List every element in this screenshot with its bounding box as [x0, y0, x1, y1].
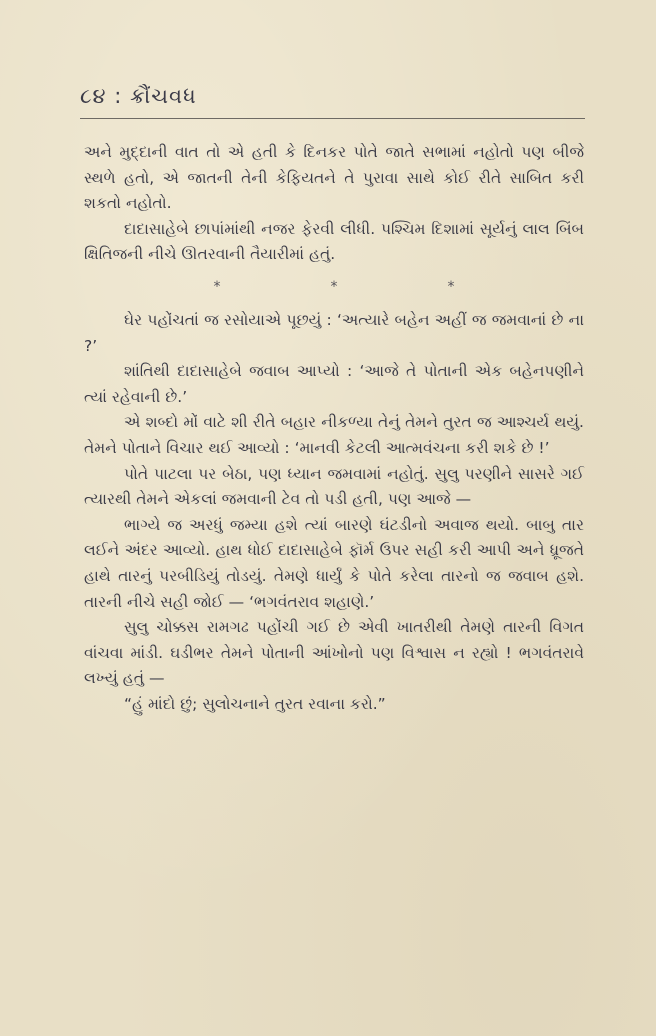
paragraph: શાંતિથી દાદાસાહેબે જવાબ આપ્યો : ‘આજે તે પોતાની એક બહેનપણીને ત્યાં રહેવાની છે.’: [84, 362, 584, 406]
chapter-title: ક્રૌંચવધ: [130, 84, 197, 108]
paragraph: અને મુદ્દાની વાત તો એ હતી કે દિનકર પોતે જાતે સભામાં નહોતો પણ બીજે સ્થળે હતો, એ જાતની તેની કેફિયતને તે પુરાવા સાથે કોઈ રીતે સાબિત કરી શકતો નહોતો.: [84, 143, 584, 213]
paragraph: એ શબ્દો મોં વાટે શી રીતે બહાર નીકળ્યા તેનું તેમને તુરત જ આશ્ચર્ય થયું. તેમને પોતાને વિચાર થઈ આવ્યો : ‘માનવી કેટલી આત્મવંચના કરી શકે છે !’: [84, 413, 584, 457]
paragraph: સુલુ ચોક્કસ રામગઢ પહોંચી ગઈ છે એવી ખાતરીથી તેમણે તારની વિગત વાંચવા માંડી. ઘડીભર તેમને પોતાની આંખોનો પણ વિશ્વાસ ન રહ્યો ! ભગવંતરાવે લખ્યું હતું —: [84, 618, 584, 688]
page-number: ૮૪: [80, 84, 107, 108]
separator-asterisk: *: [330, 279, 338, 296]
section-separator: [84, 268, 584, 308]
header-separator: :: [114, 84, 123, 108]
separator-asterisk: *: [213, 279, 221, 296]
separator-asterisk: *: [447, 279, 455, 296]
paragraph: દાદાસાહેબે છાપાંમાંથી નજર ફેરવી લીધી. પશ્ચિમ દિશામાં સૂર્યનું લાલ બિંબ ક્ષિતિજની નીચે ઊતરવાની તૈયારીમાં હતું.: [84, 219, 584, 264]
paragraph: પોતે પાટલા પર બેઠા, પણ ધ્યાન જમવામાં નહોતું. સુલુ પરણીને સાસરે ગઈ ત્યારથી તેમને એકલાં જમવાની ટેવ તો પડી હતી, પણ આજે —: [84, 464, 584, 509]
telegram-quote: “હું માંદો છું; સુલોચનાને તુરત રવાના કરો.”: [124, 694, 386, 713]
running-header: [80, 84, 197, 109]
paragraph: ભાગ્યે જ અરધું જમ્યા હશે ત્યાં બારણે ઘંટડીનો અવાજ થયો. બાબુ તાર લઈને અંદર આવ્યો. હાથ ધોઈ દાદાસાહેબે ફૉર્મ ઉપર સહી કરી આપી અને ધ્રૂજતે હાથે તારનું પરબીડિયું તોડયું. તેમણે ધાર્યું કે પોતે કરેલા તારનો જ જવાબ હશે. તારની નીચે સહી જોઈ — ‘ભગવંતરાવ શહાણે.’: [84, 515, 584, 611]
header-rule: [80, 118, 585, 119]
paragraph: ઘેર પહોંચતાં જ રસોયાએ પૂછયું : ‘અત્યારે બહેન અહીં જ જમવાનાં છે ના ?’: [84, 310, 584, 355]
body-text: [84, 140, 584, 717]
